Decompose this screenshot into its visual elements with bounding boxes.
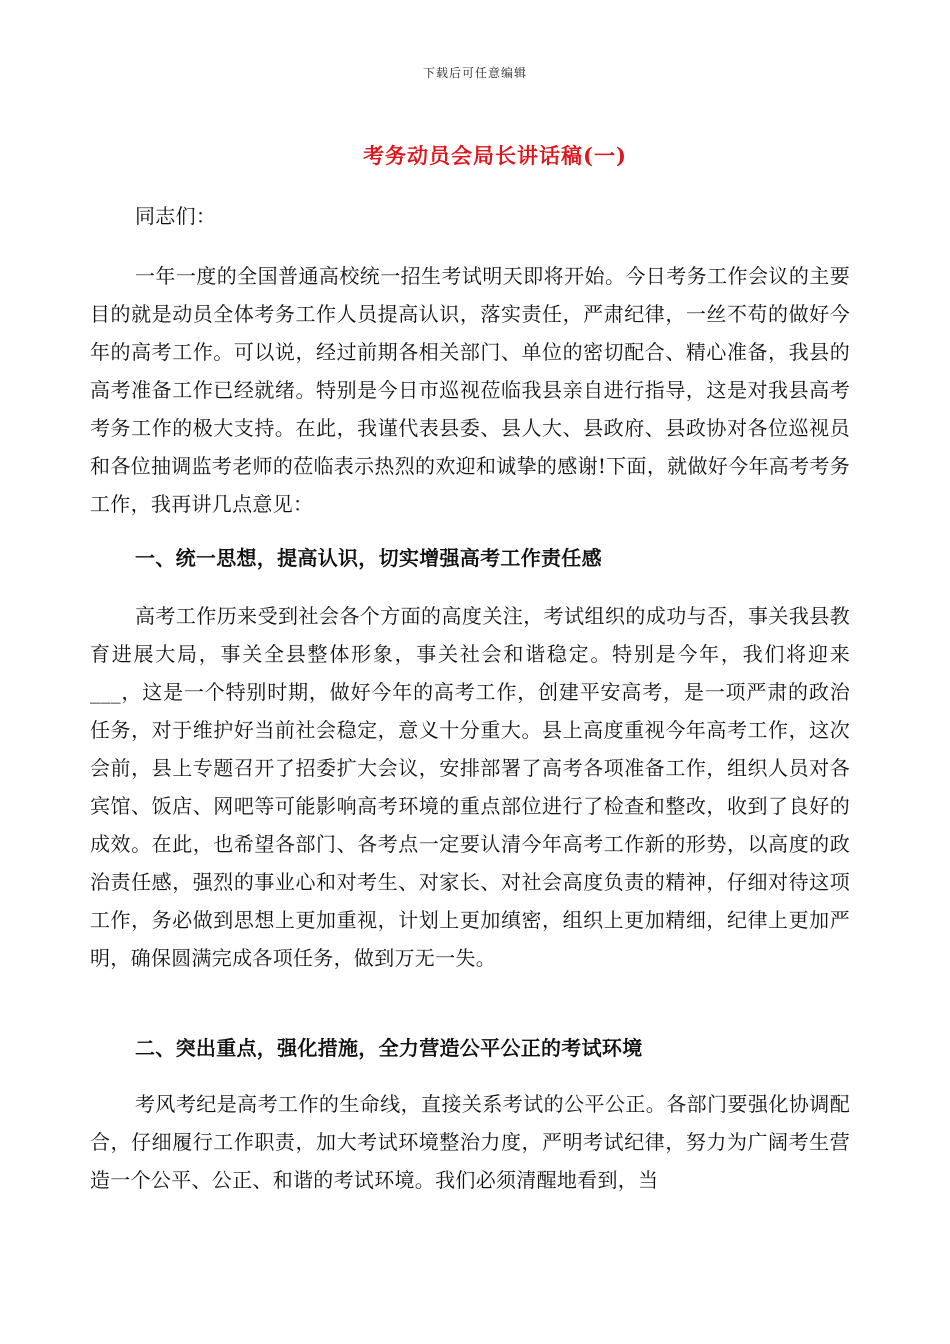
greeting: 同志们： (135, 204, 217, 228)
section-heading-2: 二、突出重点，强化措施，全力营造公平公正的考试环境 (135, 1036, 643, 1060)
paragraph-section-2: 考风考纪是高考工作的生命线，直接关系考试的公平公正。各部门要强化协调配合，仔细履行工作职责，加大考试环境整治力度，严明考试纪律，努力为广阔考生营造一个公平、公正、和谐的考试环境。我们必须清醒地看到，当 (90, 1092, 850, 1192)
paragraph-section-1: 高考工作历来受到社会各个方面的高度关注，考试组织的成功与否，事关我县教育进展大局，事关全县整体形象，事关社会和谐稳定。特别是今年，我们将迎来___，这是一个特别时期，做好今年的高考工作，创建平安高考，是一项严肃的政治任务，对于维护好当前社会稳定，意义十分重大。县上高度重视今年高考工作，这次会前，县上专题召开了招委扩大会议，安排部署了高考各项准备工作，组织人员对各宾馆、饭店、网吧等可能影响高考环境的重点部位进行了检查和整改，收到了良好的成效。在此，也希望各部门、各考点一定要认清今年高考工作新的形势，以高度的政治责任感，强烈的事业心和对考生、对家长、对社会高度负责的精神，仔细对待这项工作，务必做到思想上更加重视，计划上更加缜密，组织上更加精细，纪律上更加严明，确保圆满完成各项任务，做到万无一失。 (90, 604, 850, 970)
document-title: 考务动员会局长讲话稿(一) (363, 143, 627, 168)
paragraph-intro: 一年一度的全国普通高校统一招生考试明天即将开始。今日考务工作会议的主要目的就是动员全体考务工作人员提高认识，落实责任，严肃纪律，一丝不苟的做好今年的高考工作。可以说，经过前期各相关部门、单位的密切配合、精心准备，我县的高考准备工作已经就绪。特别是今日市巡视莅临我县亲自进行指导，这是对我县高考考务工作的极大支持。在此，我谨代表县委、县人大、县政府、县政协对各位巡视员和各位抽调监考老师的莅临表示热烈的欢迎和诚挚的感谢!下面，就做好今年高考考务工作，我再讲几点意见： (90, 264, 850, 516)
section-heading-1: 一、统一思想，提高认识，切实增强高考工作责任感 (135, 546, 602, 570)
page-header-note: 下载后可任意编辑 (422, 66, 527, 80)
